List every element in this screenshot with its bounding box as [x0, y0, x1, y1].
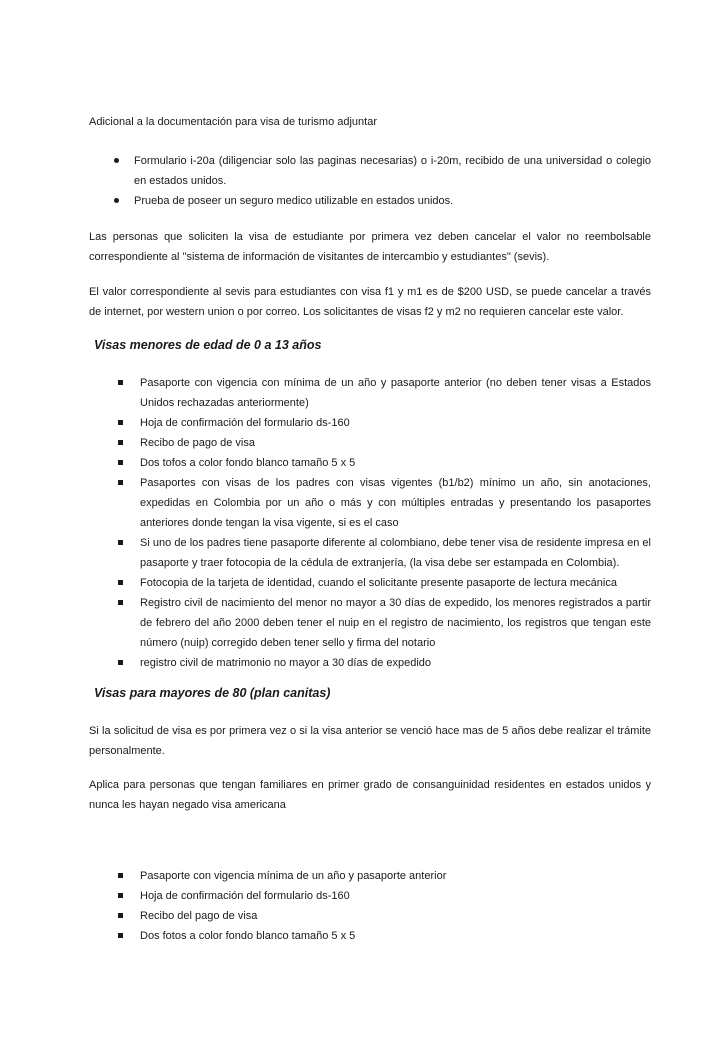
list-item: Formulario i-20a (diligenciar solo las paginas necesarias) o i-20m, recibido de una universidad o colegio en estados unidos. [89, 151, 651, 191]
seniors-requirements-list [89, 866, 651, 946]
seniors-paragraph-1: Si la solicitud de visa es por primera vez o si la visa anterior se venció hace mas de 5 años debe realizar el trámite personalmente. [89, 725, 651, 757]
list-item: Recibo de pago de visa [89, 433, 651, 453]
list-item: Hoja de confirmación del formulario ds-160 [89, 886, 651, 906]
list-item: Registro civil de nacimiento del menor no mayor a 30 días de expedido, los menores registrados a partir de febrero del año 2000 deben tener el nuip en el registro de nacimiento, los registros que tengan este número (nuip) corregido deben tener sello y firma del notario [89, 593, 651, 653]
sevis-paragraph-2: El valor correspondiente al sevis para estudiantes con visa f1 y m1 es de $200 USD, se puede cancelar a través de internet, por western union o por correo. Los solicitantes de visas f2 y m2 no requieren cancelar este valor. [89, 286, 651, 318]
list-item: Pasaporte con vigencia con mínima de un año y pasaporte anterior (no deben tener visas a Estados Unidos rechazadas anteriormente) [89, 373, 651, 413]
list-item: Recibo del pago de visa [89, 906, 651, 926]
list-item: registro civil de matrimonio no mayor a 30 días de expedido [89, 653, 651, 673]
list-item: Fotocopia de la tarjeta de identidad, cuando el solicitante presente pasaporte de lectura mecánica [89, 573, 651, 593]
list-item: Prueba de poseer un seguro medico utilizable en estados unidos. [89, 191, 651, 211]
intro-list [89, 151, 651, 211]
list-item: Pasaportes con visas de los padres con visas vigentes (b1/b2) mínimo un año, sin anotaciones, expedidas en Colombia por un año o más y con múltiples entradas y presentando los pasaportes anteriores donde tengan la visa vigente, si es el caso [89, 473, 651, 533]
list-item: Si uno de los padres tiene pasaporte diferente al colombiano, debe tener visa de residente impresa en el pasaporte y traer fotocopia de la cédula de extranjería, (la visa debe ser estampada en Colombia). [89, 533, 651, 573]
minors-requirements-list [89, 373, 651, 673]
list-item: Hoja de confirmación del formulario ds-160 [89, 413, 651, 433]
section-heading-seniors: Visas para mayores de 80 (plan canitas) [94, 686, 331, 700]
sevis-paragraph-1: Las personas que soliciten la visa de estudiante por primera vez deben cancelar el valor no reembolsable correspondiente al "sistema de información de visitantes de intercambio y estudiantes" (sevis). [89, 231, 651, 263]
list-item: Dos tofos a color fondo blanco tamaño 5 x 5 [89, 453, 651, 473]
section-heading-minors: Visas menores de edad de 0 a 13 años [94, 338, 322, 352]
intro-text: Adicional a la documentación para visa de turismo adjuntar [89, 116, 377, 128]
list-item: Pasaporte con vigencia mínima de un año y pasaporte anterior [89, 866, 651, 886]
list-item: Dos fotos a color fondo blanco tamaño 5 x 5 [89, 926, 651, 946]
seniors-paragraph-2: Aplica para personas que tengan familiares en primer grado de consanguinidad residentes en estados unidos y nunca les hayan negado visa americana [89, 779, 651, 811]
